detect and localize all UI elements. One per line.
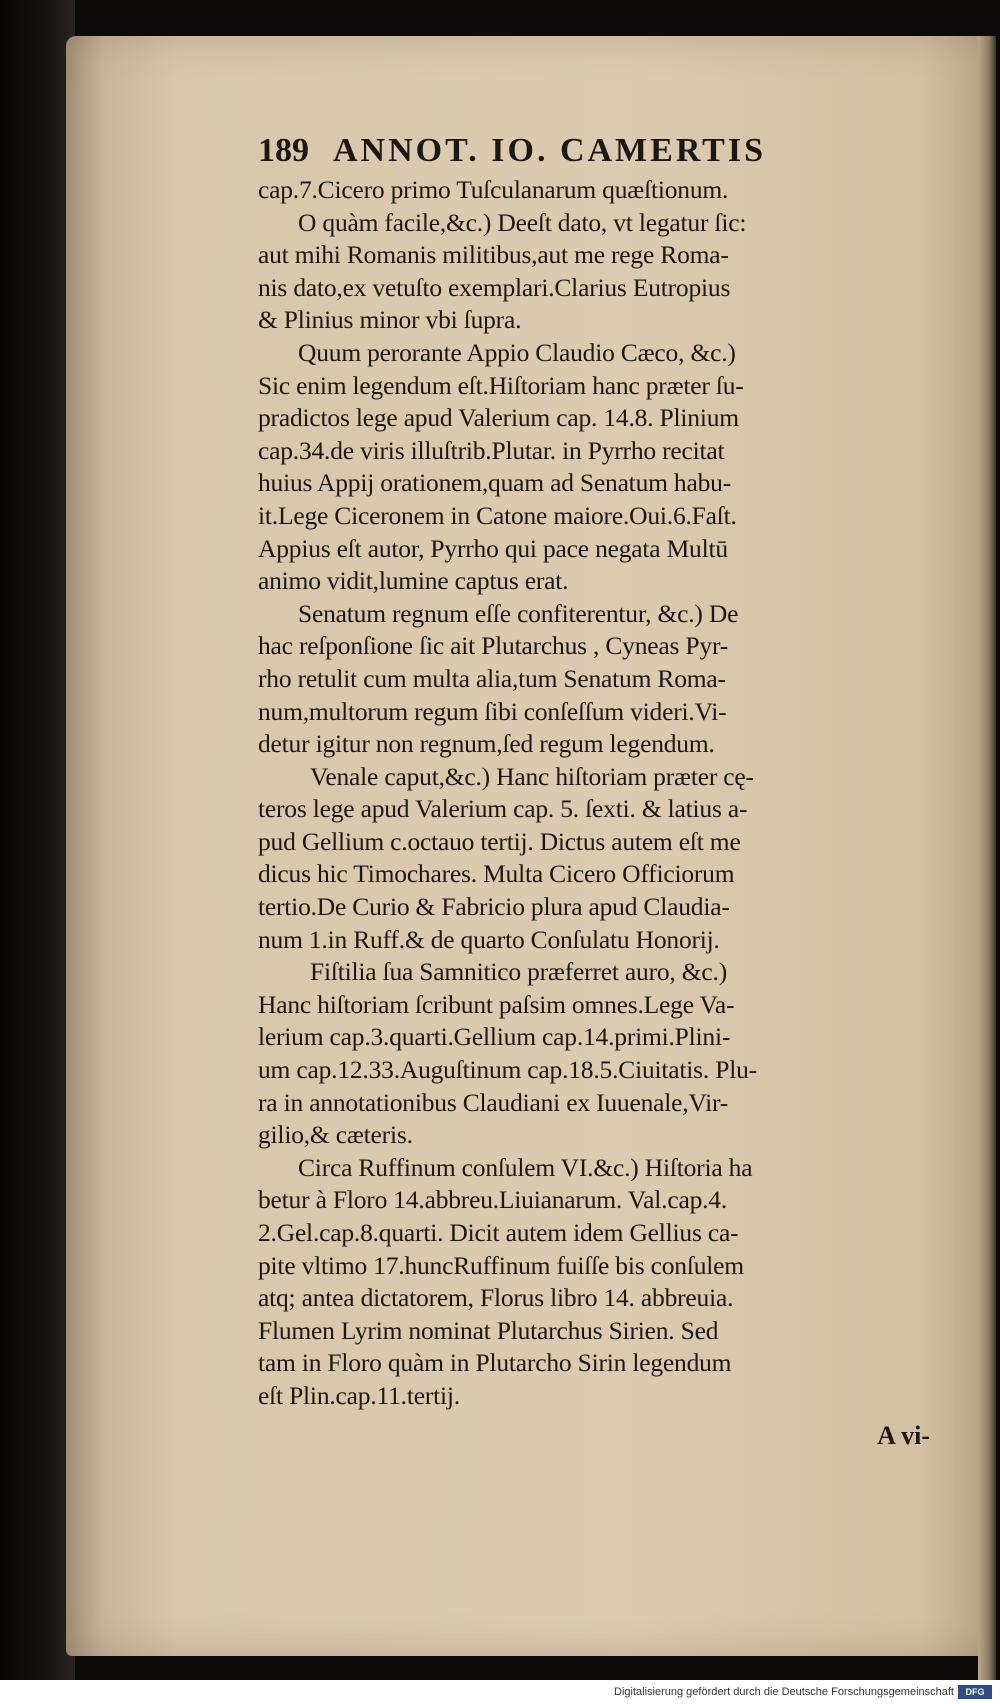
text-line: Senatum regnum eſſe confiterentur, &c.) De bbox=[298, 598, 739, 628]
text-line: tam in Floro quàm in Plutarcho Sirin legendum bbox=[258, 1348, 732, 1378]
text-line: cap.7.Cicero primo Tuſculanarum quæſtionum. bbox=[258, 175, 729, 204]
text-line: Quum perorante Appio Claudio Cæco, &c.) bbox=[298, 337, 736, 367]
text-line: nis dato,ex vetuſto exemplari.Clarius Eutropius bbox=[258, 272, 731, 302]
text-line: hac reſponſione ſic ait Plutarchus , Cyneas Pyr- bbox=[258, 631, 729, 661]
text-line: num 1.in Ruff.& de quarto Conſulatu Honorij. bbox=[258, 924, 720, 954]
text-line: Hanc hiſtoriam ſcribunt paſsim omnes.Lege Va- bbox=[258, 989, 735, 1019]
dfg-logo: DFG bbox=[958, 1685, 992, 1699]
text-line: 2.Gel.cap.8.quarti. Dicit autem idem Gellius ca- bbox=[258, 1218, 739, 1247]
text-line: animo vidit,lumine captus erat. bbox=[258, 566, 569, 596]
text-line: dicus hic Timochares. Multa Cicero Officiorum bbox=[258, 859, 735, 889]
text-line: it.Lege Ciceronem in Catone maiore.Oui.6.Faſt. bbox=[258, 500, 737, 530]
text-line: rho retulit cum multa alia,tum Senatum Roma- bbox=[258, 663, 726, 693]
text-line: pradictos lege apud Valerium cap. 14.8. Plinium bbox=[258, 403, 739, 433]
text-line: lerium cap.3.quarti.Gellium cap.14.primi.Plini- bbox=[258, 1022, 731, 1052]
text-line: tertio.De Curio & Fabricio plura apud Claudia- bbox=[258, 892, 730, 922]
text-line: aut mihi Romanis militibus,aut me rege Roma- bbox=[258, 240, 729, 270]
text-line: Appius eſt autor, Pyrrho qui pace negata Multū bbox=[258, 533, 728, 563]
page-text-block bbox=[258, 128, 938, 1453]
running-header bbox=[258, 128, 938, 174]
catchword: A vi- bbox=[877, 1420, 930, 1450]
text-line: pite vltimo 17.huncRuffinum fuiſſe bis conſulem bbox=[258, 1250, 744, 1280]
text-line: O quàm facile,&c.) Deeſt dato, vt legatur ſic: bbox=[298, 207, 747, 237]
text-line: um cap.12.33.Auguſtinum cap.18.5.Ciuitatis. Plu- bbox=[258, 1055, 757, 1085]
text-line: huius Appij orationem,quam ad Senatum habu- bbox=[258, 468, 731, 498]
digitization-credit: Digitalisierung gefördert durch die Deutsche Forschungsgemeinschaft bbox=[614, 1686, 954, 1698]
text-line: ra in annotationibus Claudiani ex Iuuenale,Vir- bbox=[258, 1087, 729, 1117]
text-line: pud Gellium c.octauo tertij. Dictus autem eſt me bbox=[258, 826, 741, 856]
text-line: cap.34.de viris illuſtrib.Plutar. in Pyrrho recitat bbox=[258, 435, 725, 465]
text-line: atq; antea dictatorem, Florus libro 14. abbreuia. bbox=[258, 1283, 734, 1313]
text-line: gilio,& cæteris. bbox=[258, 1120, 413, 1150]
text-line: & Plinius minor vbi ſupra. bbox=[258, 305, 522, 335]
text-line: Sic enim legendum eſt.Hiſtoriam hanc præter ſu- bbox=[258, 370, 744, 400]
text-line: num,multorum regum ſibi conſeſſum videri.Vi- bbox=[258, 696, 727, 726]
page-number: 189 bbox=[258, 132, 309, 169]
text-line: betur à Floro 14.abbreu.Liuianarum. Val.cap.4. bbox=[258, 1185, 728, 1215]
text-line: Venale caput,&c.) Hanc hiſtoriam præter cę- bbox=[310, 761, 754, 791]
text-line: detur igitur non regnum,ſed regum legendum. bbox=[258, 729, 715, 759]
text-line: Fiſtilia ſua Samnitico præferret auro, &c.) bbox=[310, 957, 727, 987]
text-line: Circa Ruffinum conſulem VI.&c.) Hiſtoria ha bbox=[298, 1152, 753, 1182]
page-fore-edge bbox=[978, 36, 996, 1686]
text-line: eſt Plin.cap.11.tertij. bbox=[258, 1380, 460, 1410]
text-line: Flumen Lyrim nominat Plutarchus Sirien. Sed bbox=[258, 1315, 719, 1345]
book-binding-shadow bbox=[0, 0, 75, 1680]
running-title: ANNOT. IO. CAMERTIS bbox=[333, 132, 766, 169]
text-line: teros lege apud Valerium cap. 5. ſexti. & latius a- bbox=[258, 794, 748, 824]
